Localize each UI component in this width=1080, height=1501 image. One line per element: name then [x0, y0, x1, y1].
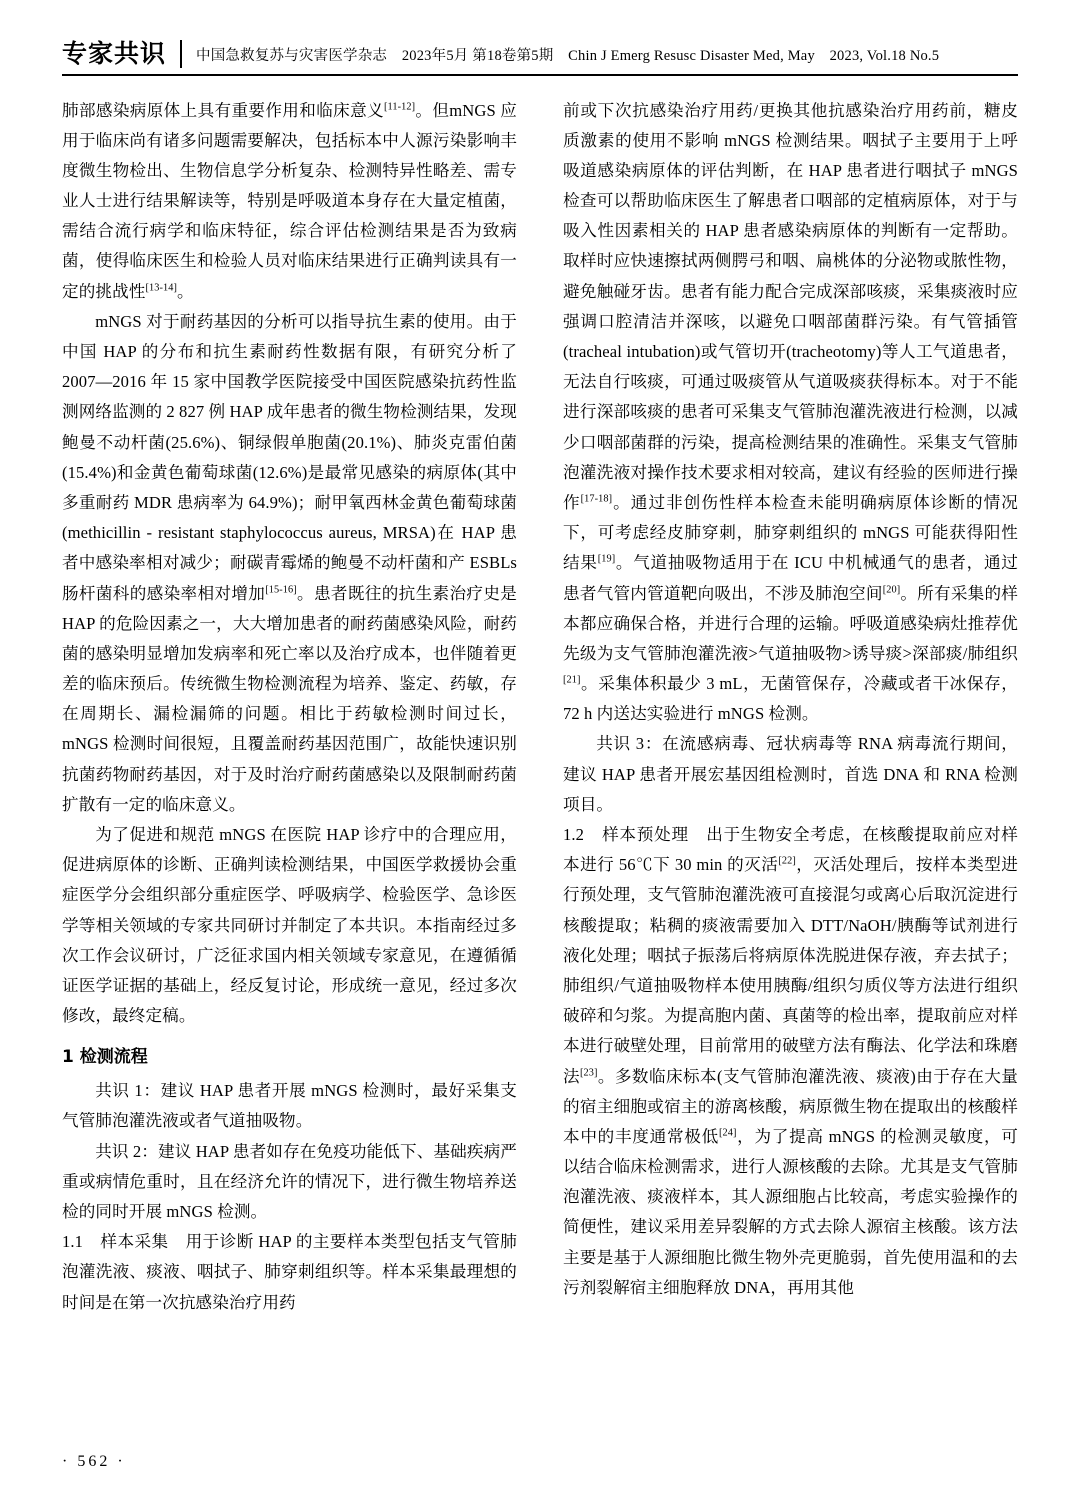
paragraph: 共识 1：建议 HAP 患者开展 mNGS 检测时，最好采集支气管肺泡灌洗液或者气道抽吸物。	[62, 1081, 517, 1131]
paragraph: 共识 3：在流感病毒、冠状病毒等 RNA 病毒流行期间，建议 HAP 患者开展宏基因组检测时，首选 DNA 和 RNA 检测项目。	[563, 734, 1018, 814]
header-badge: 专家共识	[62, 40, 182, 68]
paragraph: mNGS 对于耐药基因的分析可以指导抗生素的使用。由于中国 HAP 的分布和抗生素耐药性数据有限，有研究分析了 2007—2016 年 15 家中国教学医院接受中国医院感染抗药性监测网络监测的 2 827 例 HAP 成年患者的微生物检测结果，发现鲍曼不动杆菌(25.6%)、铜绿假单胞菌(20.1%)、肺炎克雷伯菌(15.4%)和金黄色葡萄球菌(12.6%)是最常见感染的病原体(其中多重耐药 MDR 患病率为 64.9%)；耐甲氧西林金黄色葡萄球菌 (methicillin - resistant staphylococcus aureus, MRSA)在 HAP 患者中感染率相对减少；耐碳青霉烯的鲍曼不动杆菌和产 ESBLs 肠杆菌科的感染率相对增加[15-16]。患者既往的抗生素治疗史是 HAP 的危险因素之一，大大增加患者的耐药菌感染风险，耐药菌的感染明显增加发病率和死亡率以及治疗成本，也伴随着更差的临床预后。传统微生物检测流程为培养、鉴定、药敏，存在周期长、漏检漏筛的问题。相比于药敏检测时间过长，mNGS 检测时间很短，且覆盖耐药基因范围广，故能快速识别抗菌药物耐药基因，对于及时治疗耐药菌感染以及限制耐药菌扩散有一定的临床意义。	[62, 311, 517, 814]
page-header	[62, 40, 1018, 76]
paragraph: 为了促进和规范 mNGS 在医院 HAP 诊疗中的合理应用，促进病原体的诊断、正确判读检测结果，中国医学救援协会重症医学分会组织部分重症医学、呼吸病学、检验医学、急诊医学等相关领域的专家共同研讨并制定了本共识。本指南经过多次工作会议研讨，广泛征求国内相关领域专家意见，在遵循循证医学证据的基础上，经反复讨论，形成统一意见，经过多次修改，最终定稿。	[62, 825, 517, 1026]
left-column	[62, 96, 517, 1318]
paragraph: 1.2 样本预处理 出于生物安全考虑，在核酸提取前应对样本进行 56℃下 30 min 的灭活[22]，灭活处理后，按样本类型进行预处理，支气管肺泡灌洗液可直接混匀或离心后取沉淀进行核酸提取；粘稠的痰液需要加入 DTT/NaOH/胰酶等试剂进行液化处理；咽拭子振荡后将病原体洗脱进保存液，弃去拭子；肺组织/气道抽吸物样本使用胰酶/组织匀质仪等方法进行组织破碎和匀浆。为提高胞内菌、真菌等的检出率，提取前应对样本进行破壁处理，目前常用的破壁方法有酶法、化学法和珠磨法[23]。多数临床标本(支气管肺泡灌洗液、痰液)由于存在大量的宿主细胞或宿主的游离核酸，病原微生物在提取出的核酸样本中的丰度通常极低[24]，为了提高 mNGS 的检测灵敏度，可以结合临床检测需求，进行人源核酸的去除。尤其是支气管肺泡灌洗液、痰液样本，其人源细胞占比较高，考虑实验操作的简便性，建议采用差异裂解的方式去除人源宿主核酸。该方法主要是基于人源细胞比微生物外壳更脆弱，首先使用温和的去污剂裂解宿主细胞释放 DNA，再用其他	[563, 825, 1018, 1297]
right-column	[563, 96, 1018, 1318]
page-number: · 562 ·	[62, 1453, 126, 1470]
paragraph: 共识 2：建议 HAP 患者如存在免疫功能低下、基础疾病严重或病情危重时，且在经济允许的情况下，进行微生物培养送检的同时开展 mNGS 检测。	[62, 1141, 517, 1221]
paragraph: 前或下次抗感染治疗用药/更换其他抗感染治疗用药前，糖皮质激素的使用不影响 mNGS 检测结果。咽拭子主要用于上呼吸道感染病原体的评估判断，在 HAP 患者进行咽拭子 mNGS 检查可以帮助临床医生了解患者口咽部的定植病原体，对于与吸入性因素相关的 HAP 患者感染病原体的判断有一定帮助。取样时应快速擦拭两侧腭弓和咽、扁桃体的分泌物或脓性物，避免触碰牙齿。患者有能力配合完成深部咳痰，采集痰液时应强调口腔清洁并深咳，以避免口咽部菌群污染。有气管插管(tracheal intubation)或气管切开(tracheotomy)等人工气道患者，无法自行咳痰，可通过吸痰管从气道吸痰获得标本。对于不能进行深部咳痰的患者可采集支气管肺泡灌洗液进行检测，以减少口咽部菌群的污染，提高检测结果的准确性。采集支气管肺泡灌洗液对操作技术要求相对较高，建议有经验的医师进行操作[17-18]。通过非创伤性样本检查未能明确病原体诊断的情况下，可考虑经皮肺穿刺，肺穿刺组织的 mNGS 可能获得阳性结果[19]。气道抽吸物适用于在 ICU 中机械通气的患者，通过患者气管内管道靶向吸出，不涉及肺泡空间[20]。所有采集的样本都应确保合格，并进行合理的运输。呼吸道感染病灶推荐优先级为支气管肺泡灌洗液>气道抽吸物>诱导痰>深部痰/肺组织[21]。采集体积最少 3 mL，无菌管保存，冷藏或者干冰保存，72 h 内送达实验进行 mNGS 检测。	[563, 100, 1018, 724]
paragraph: 1.1 样本采集 用于诊断 HAP 的主要样本类型包括支气管肺泡灌洗液、痰液、咽拭子、肺穿刺组织等。样本采集最理想的时间是在第一次抗感染治疗用药	[62, 1232, 517, 1312]
two-column-body	[62, 96, 1018, 1318]
section-heading: 1 检测流程	[62, 1047, 148, 1068]
journal-info: 中国急救复苏与灾害医学杂志 2023年5月 第18卷第5期 Chin J Emerg Resusc Disaster Med, May 2023, Vol.18 No.5	[196, 47, 940, 64]
paragraph: 肺部感染病原体上具有重要作用和临床意义[11-12]。但mNGS 应用于临床尚有诸多问题需要解决，包括标本中人源污染影响丰度微生物检出、生物信息学分析复杂、检测特异性略差、需专业人士进行结果解读等，特别是呼吸道本身存在大量定植菌，需结合流行病学和临床特征，综合评估检测结果是否为致病菌，使得临床医生和检验人员对临床结果进行正确判读具有一定的挑战性[13-14]。	[62, 100, 517, 301]
